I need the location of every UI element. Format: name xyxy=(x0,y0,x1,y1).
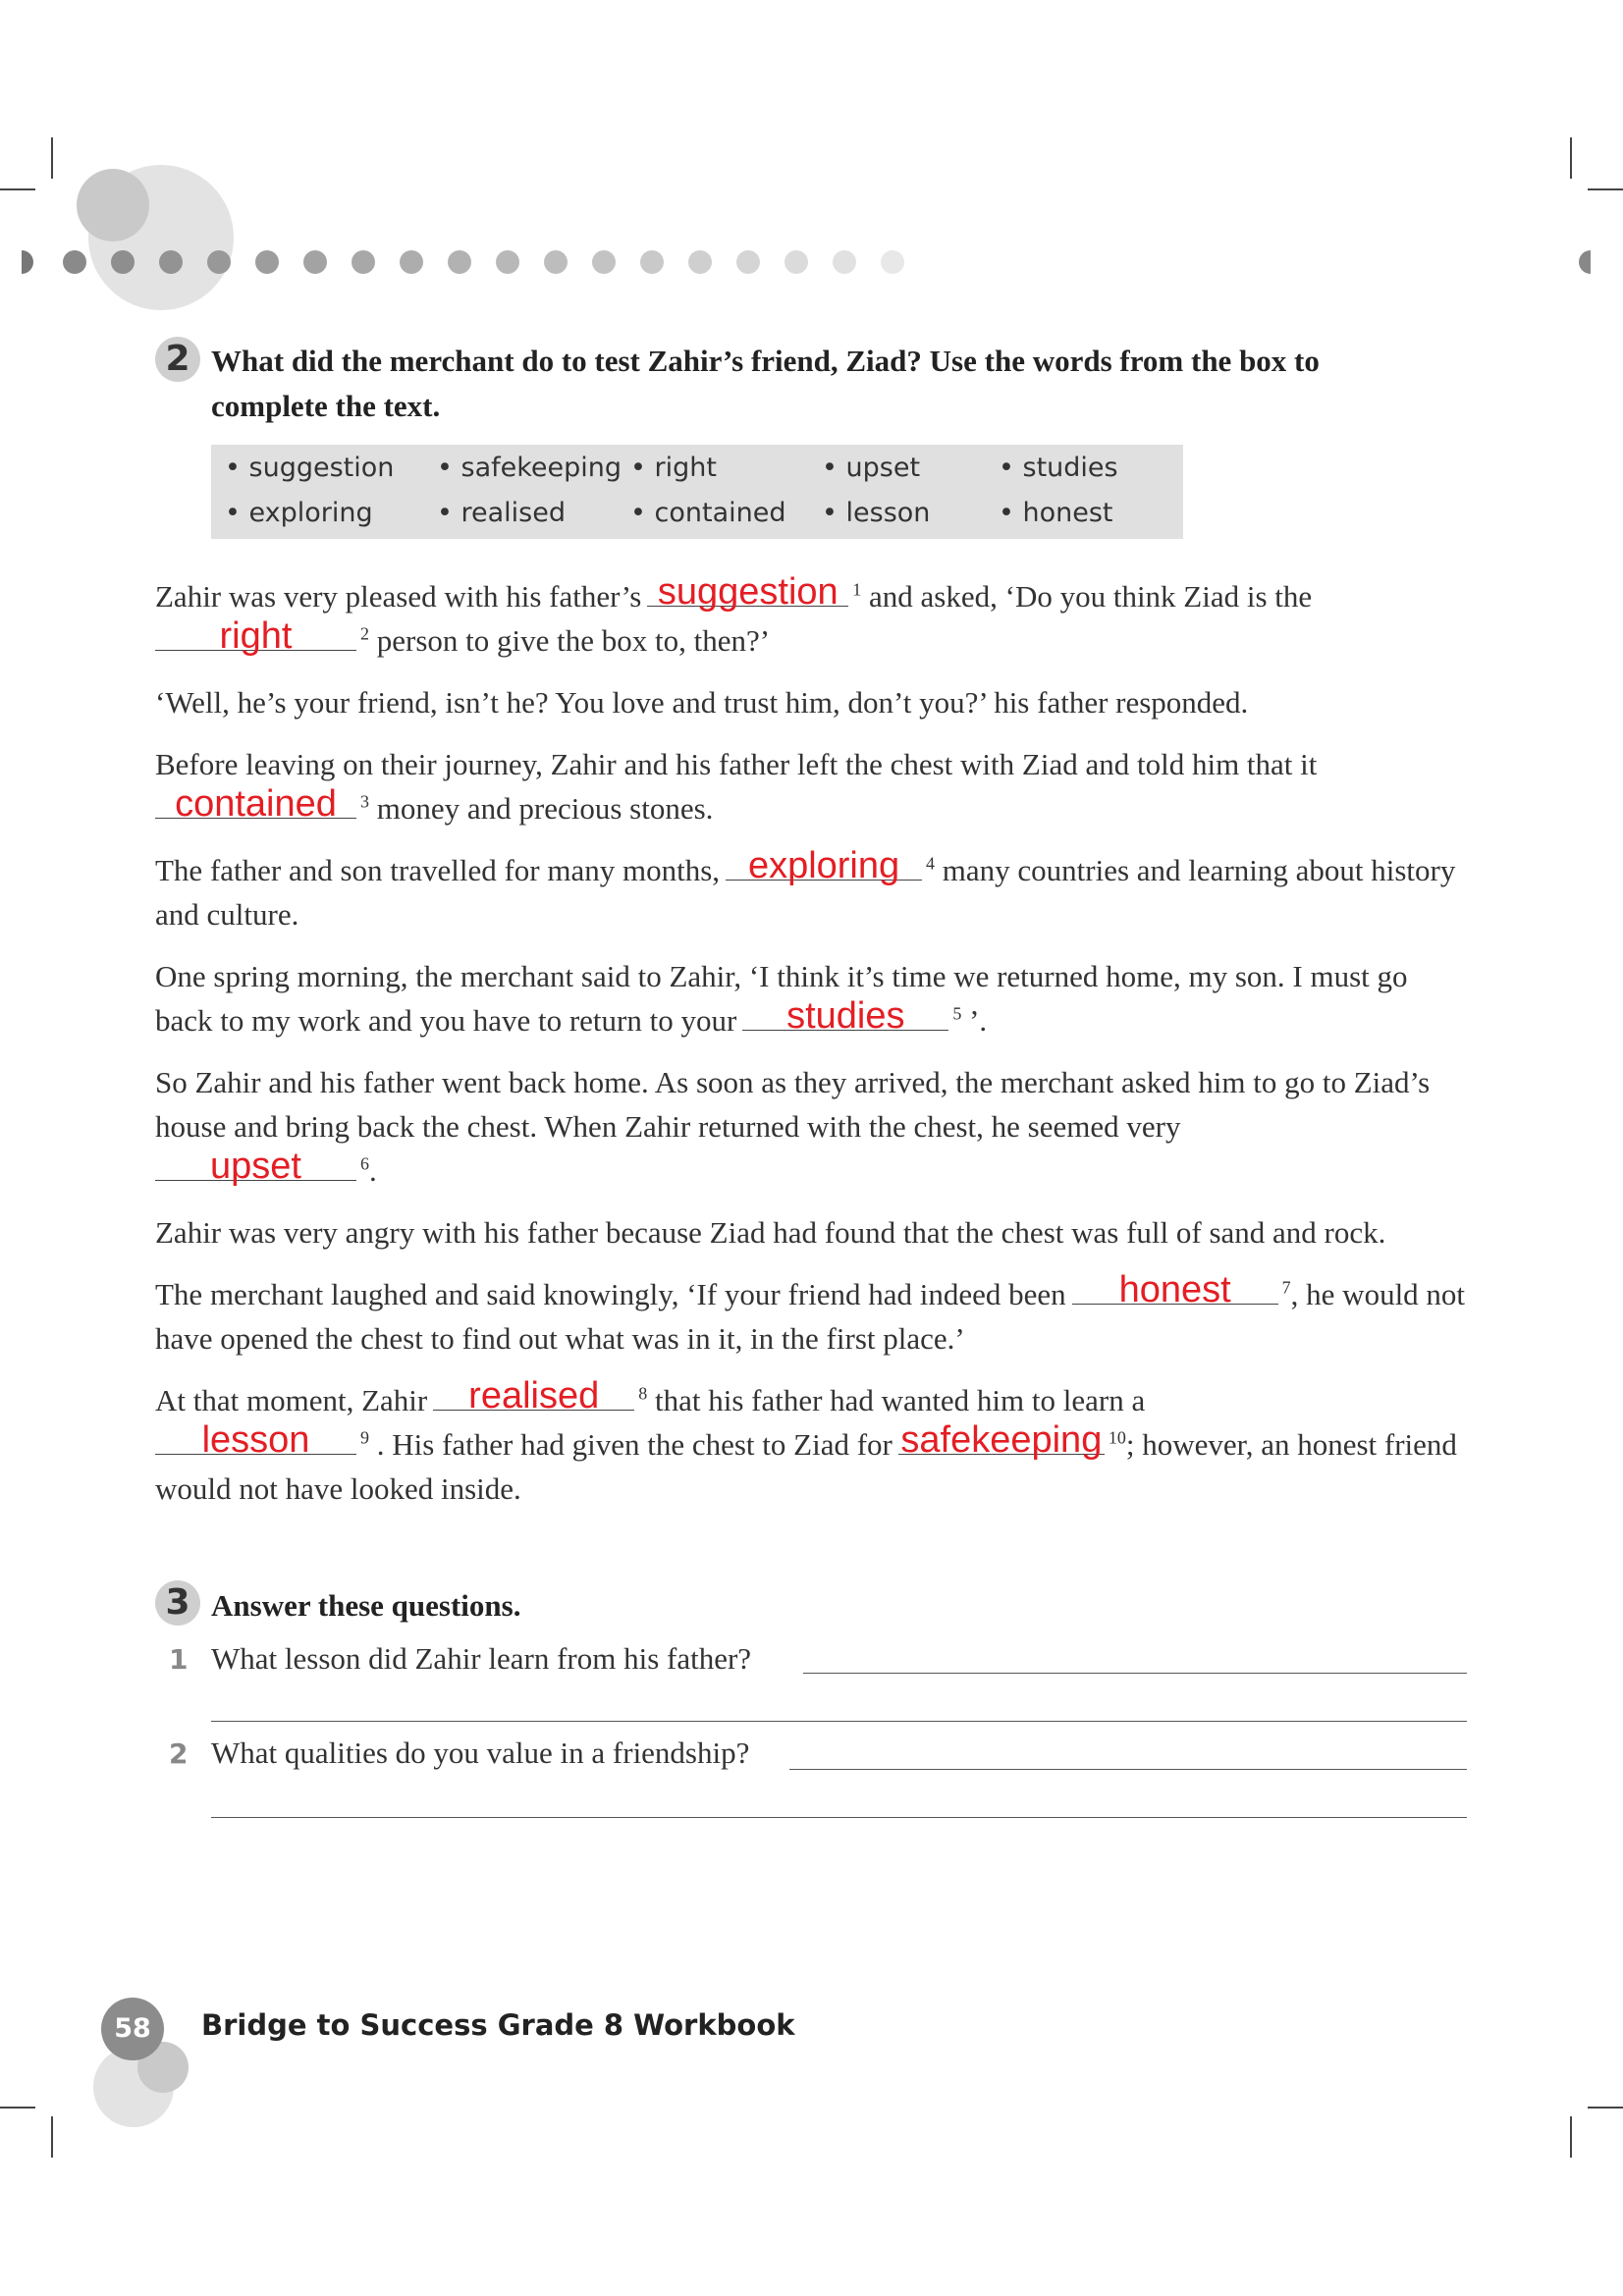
story-paragraph: The father and son travelled for many months, exploring $^4$ many countries and learning about history and culture. xyxy=(155,845,1456,932)
answer-text: exploring xyxy=(747,845,900,886)
decor-dot xyxy=(63,250,86,274)
answer-text: upset xyxy=(210,1146,301,1187)
decor-dot xyxy=(207,250,231,274)
story-paragraph: One spring morning, the merchant said to Zahir, ‘I think it’s time we returned home, my son. I must go back to my work and you have to return to your studies $^5$ ’. xyxy=(155,959,1408,1038)
answer-text: realised xyxy=(468,1375,600,1416)
crop-mark xyxy=(1588,2107,1623,2109)
word-box-item: • lesson xyxy=(822,498,931,528)
answer-text: safekeeping xyxy=(900,1419,1103,1461)
decor-dot xyxy=(496,250,519,274)
decor-dot xyxy=(544,250,568,274)
decor-dot xyxy=(303,250,327,274)
decor-half-dot-left xyxy=(22,250,33,274)
story-paragraph: Zahir was very pleased with his father’s suggestion $^1$ and asked, ‘Do you think Ziad is the right $^2$ person to give the box to, then?’ xyxy=(155,571,1313,658)
decor-dot xyxy=(352,250,375,274)
word-box-item: • safekeeping xyxy=(437,453,622,483)
question-2-title-line2: complete the text. xyxy=(211,389,441,423)
decor-dot xyxy=(881,250,904,274)
answer-text: suggestion xyxy=(657,571,839,613)
answer-text: right xyxy=(219,615,293,657)
crop-mark xyxy=(51,137,53,179)
answer-line[interactable] xyxy=(789,1769,1467,1770)
story-paragraph: The merchant laughed and said knowingly, ‘If your friend had indeed been honest $^7$, he would not have opened the chest to find out what was in it, in the first place.’ xyxy=(155,1269,1466,1356)
decor-dot xyxy=(448,250,471,274)
answer-line[interactable] xyxy=(211,1817,1467,1818)
crop-mark xyxy=(1588,188,1623,190)
decor-dot xyxy=(159,250,183,274)
crop-mark xyxy=(0,188,35,190)
answer-blank[interactable] xyxy=(647,571,848,613)
answer-blank[interactable] xyxy=(155,615,356,657)
crop-mark xyxy=(1570,137,1572,179)
decor-dot xyxy=(736,250,760,274)
decor-circle-small xyxy=(77,169,149,241)
page-number: 58 xyxy=(101,1998,164,2060)
question-3-title: Answer these questions. xyxy=(211,1588,521,1623)
book-title: Bridge to Success Grade 8 Workbook xyxy=(201,2008,795,2042)
word-box-item: • upset xyxy=(822,453,921,483)
decor-dot xyxy=(400,250,423,274)
answer-text: studies xyxy=(786,995,905,1037)
decor-dot xyxy=(784,250,808,274)
answer-text: lesson xyxy=(201,1419,310,1461)
answer-text: contained xyxy=(175,783,337,825)
answer-blank[interactable] xyxy=(155,1419,356,1461)
decor-dot xyxy=(255,250,279,274)
question-3-item-number: 2 xyxy=(169,1737,189,1770)
answer-blank[interactable] xyxy=(742,995,948,1037)
word-box-item: • realised xyxy=(437,498,566,528)
decor-half-dot-right xyxy=(1579,250,1591,274)
story-paragraph: ‘Well, he’s your friend, isn’t he? You love and trust him, don’t you?’ his father responded. xyxy=(155,685,1249,720)
decor-dot xyxy=(833,250,856,274)
story-paragraph: At that moment, Zahir realised $^8$ that his father had wanted him to learn a lesson $^9$ . His father had given the chest to Ziad for safekeeping $^{10}$; however, an honest friend would not have looked inside. xyxy=(155,1375,1457,1506)
story-text xyxy=(155,571,1471,1528)
word-box-item: • right xyxy=(630,453,717,483)
answer-text: honest xyxy=(1118,1269,1231,1310)
word-box-item: • honest xyxy=(999,498,1113,528)
answer-blank[interactable] xyxy=(155,1146,356,1187)
word-box-item: • exploring xyxy=(225,498,373,528)
word-box xyxy=(211,445,1183,539)
answer-line[interactable] xyxy=(803,1673,1467,1674)
decor-dot xyxy=(111,250,135,274)
crop-mark xyxy=(51,2116,53,2158)
answer-blank[interactable] xyxy=(898,1419,1105,1461)
question-3-item-text: What qualities do you value in a friendship? xyxy=(211,1735,750,1770)
answer-blank[interactable] xyxy=(726,845,922,886)
story-paragraph: Zahir was very angry with his father because Ziad had found that the chest was full of sand and rock. xyxy=(155,1215,1386,1250)
word-box-item: • contained xyxy=(630,498,786,528)
answer-blank[interactable] xyxy=(155,783,356,825)
crop-mark xyxy=(0,2107,35,2109)
question-3-item-text: What lesson did Zahir learn from his father? xyxy=(211,1641,752,1676)
decor-dot xyxy=(688,250,712,274)
question-3-item-number: 1 xyxy=(169,1643,189,1676)
crop-mark xyxy=(1570,2116,1572,2158)
word-box-item: • studies xyxy=(999,453,1118,483)
answer-blank[interactable] xyxy=(433,1375,634,1416)
answer-blank[interactable] xyxy=(1072,1269,1278,1310)
answer-line[interactable] xyxy=(211,1721,1467,1722)
decor-dot xyxy=(640,250,664,274)
story-paragraph: So Zahir and his father went back home. As soon as they arrived, the merchant asked him to go to Ziad’s house and bring back the chest. When Zahir returned with the chest, he seemed very upset $^6$. xyxy=(155,1065,1431,1188)
question-2-title-line1: What did the merchant do to test Zahir’s friend, Ziad? Use the words from the box to xyxy=(211,344,1320,378)
question-2-number: 2 xyxy=(155,337,200,382)
story-paragraph: Before leaving on their journey, Zahir and his father left the chest with Ziad and told him that it contained $^3$ money and precious stones. xyxy=(155,747,1318,826)
decor-dot xyxy=(592,250,616,274)
question-3-number: 3 xyxy=(155,1580,200,1626)
word-box-item: • suggestion xyxy=(225,453,395,483)
